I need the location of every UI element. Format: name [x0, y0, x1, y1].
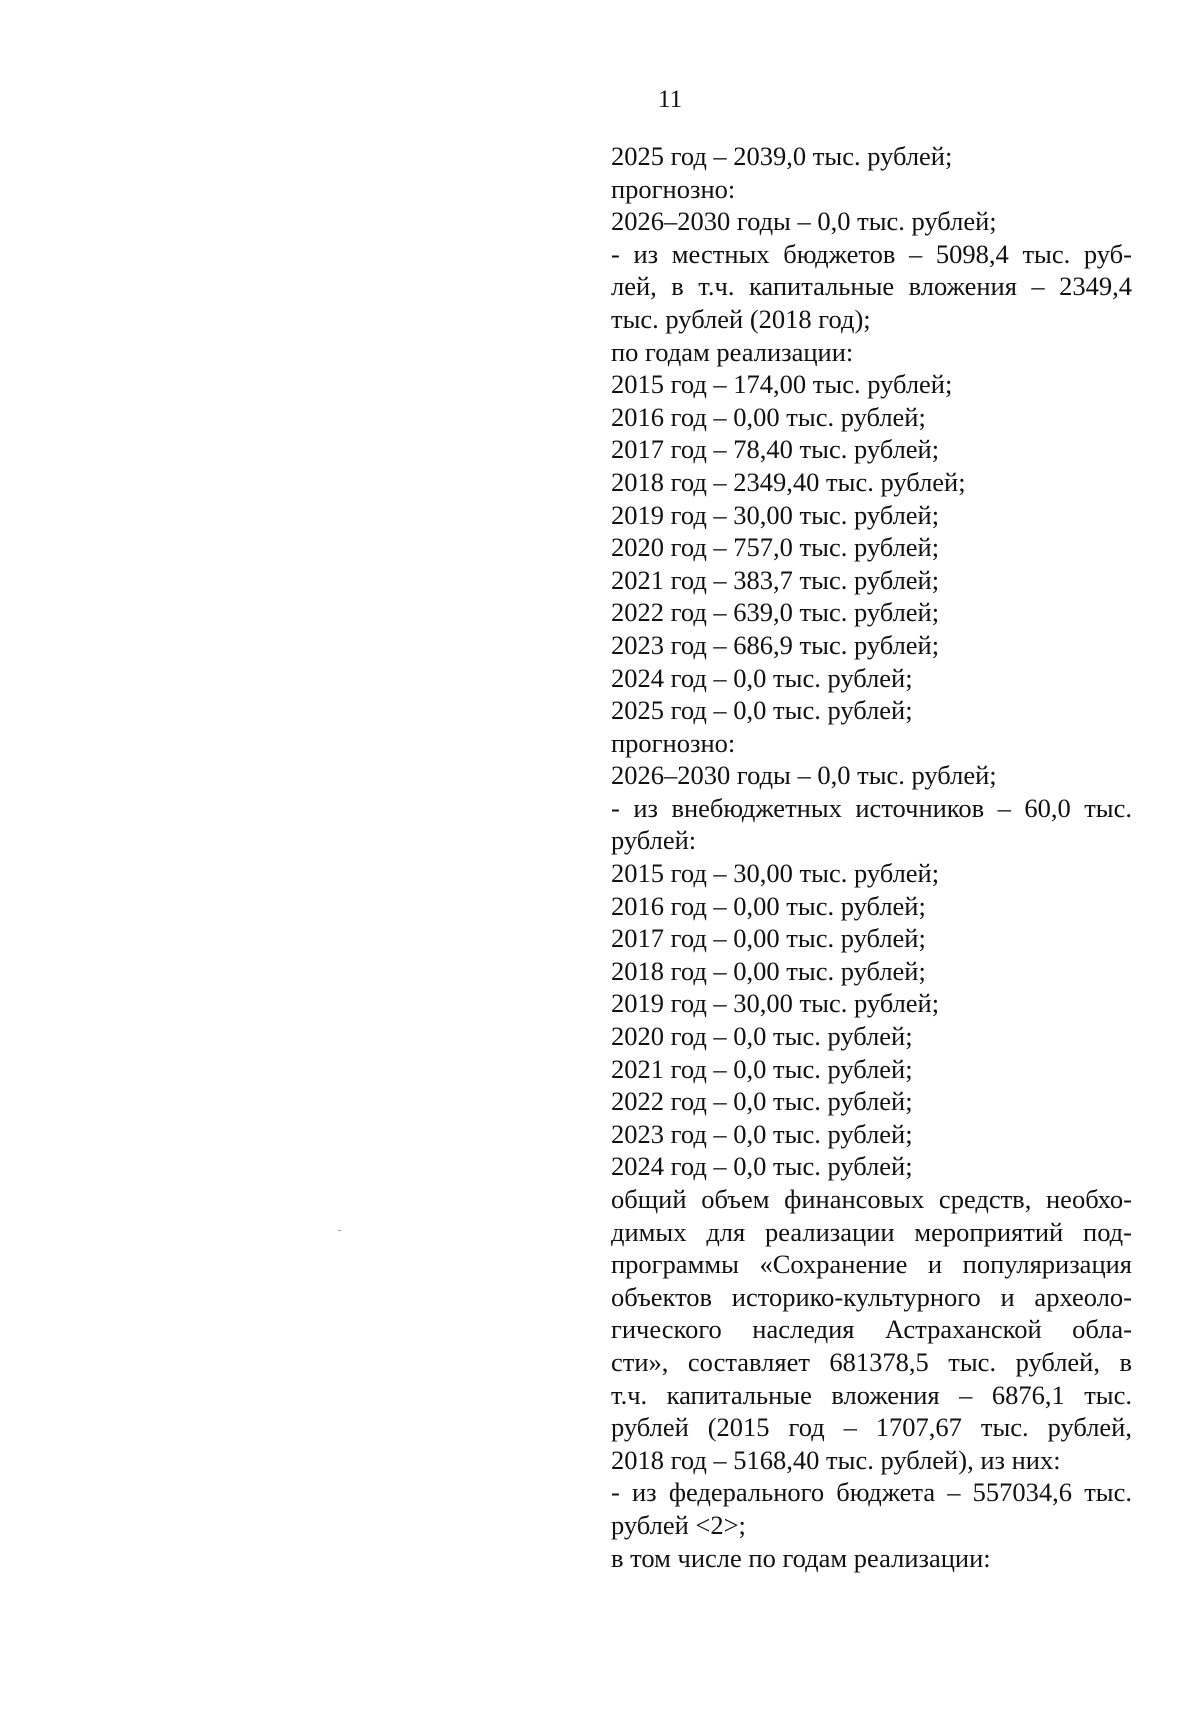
text-line: 2025 год – 2039,0 тыс. рублей; — [611, 141, 953, 171]
text-line: 2023 год – 0,0 тыс. рублей; — [611, 1118, 913, 1149]
text-line: 2021 год – 383,7 тыс. рублей; — [611, 564, 940, 595]
text-line: т.ч. капитальные вложения – 6876,1 тыс. — [611, 1379, 1132, 1410]
text-line: 2018 год – 2349,40 тыс. рублей; — [611, 466, 966, 497]
text-line: 2015 год – 30,00 тыс. рублей; — [611, 858, 940, 889]
text-line: рублей (2015 год – 1707,67 тыс. рублей, — [611, 1412, 1132, 1443]
text-line: тыс. рублей (2018 год); — [611, 303, 871, 334]
text-line: 2025 год – 0,0 тыс. рублей; — [611, 695, 913, 726]
text-line: - из внебюджетных источников – 60,0 тыс. — [611, 792, 1132, 823]
text-line: прогнозно: — [611, 727, 736, 758]
text-line: по годам реализации: — [611, 336, 854, 367]
text-line: общий объем финансовых средств, необхо- — [611, 1184, 1132, 1214]
text-column — [611, 140, 1132, 1574]
text-line: прогнозно: — [611, 173, 736, 204]
text-line: 2016 год – 0,00 тыс. рублей; — [611, 890, 926, 921]
text-line: 2015 год – 174,00 тыс. рублей; — [611, 369, 953, 400]
text-line: 2023 год – 686,9 тыс. рублей; — [611, 629, 940, 660]
text-line: 2019 год – 30,00 тыс. рублей; — [611, 499, 940, 530]
text-line: в том числе по годам реализации: — [611, 1542, 991, 1573]
text-line: 2019 год – 30,00 тыс. рублей; — [611, 988, 940, 1019]
text-line: 2022 год – 0,0 тыс. рублей; — [611, 1086, 913, 1117]
text-line: 2018 год – 0,00 тыс. рублей; — [611, 955, 926, 986]
text-line: 2018 год – 5168,40 тыс. рублей), из них: — [611, 1444, 1061, 1475]
text-line: 2017 год – 78,40 тыс. рублей; — [611, 434, 940, 465]
text-line: димых для реализации мероприятий под- — [611, 1216, 1132, 1247]
text-line: 2016 год – 0,00 тыс. рублей; — [611, 401, 926, 432]
text-line: 2021 год – 0,0 тыс. рублей; — [611, 1053, 913, 1084]
text-line: программы «Сохранение и популяризация — [611, 1249, 1132, 1280]
text-line: объектов историко-культурного и археоло- — [611, 1281, 1132, 1312]
text-line: 2022 год – 639,0 тыс. рублей; — [611, 597, 940, 628]
scan-speck — [338, 1230, 341, 1231]
text-line: 2020 год – 757,0 тыс. рублей; — [611, 532, 940, 563]
page-number: 11 — [658, 86, 683, 113]
text-line: 2026–2030 годы – 0,0 тыс. рублей; — [611, 206, 997, 237]
text-line: гического наследия Астраханской обла- — [611, 1314, 1132, 1345]
text-line: 2026–2030 годы – 0,0 тыс. рублей; — [611, 760, 997, 791]
text-line: рублей: — [611, 825, 697, 856]
text-line: - из местных бюджетов – 5098,4 тыс. руб- — [611, 238, 1132, 269]
text-line: 2017 год – 0,00 тыс. рублей; — [611, 923, 926, 954]
text-line: 2024 год – 0,0 тыс. рублей; — [611, 1151, 913, 1182]
text-line: 2020 год – 0,0 тыс. рублей; — [611, 1021, 913, 1052]
text-line: лей, в т.ч. капитальные вложения – 2349,4 — [611, 271, 1132, 302]
text-line: - из федерального бюджета – 557034,6 тыс. — [611, 1477, 1132, 1508]
text-line: сти», составляет 681378,5 тыс. рублей, в — [611, 1346, 1132, 1377]
text-line: 2024 год – 0,0 тыс. рублей; — [611, 662, 913, 693]
text-line: рублей <2>; — [611, 1509, 746, 1540]
